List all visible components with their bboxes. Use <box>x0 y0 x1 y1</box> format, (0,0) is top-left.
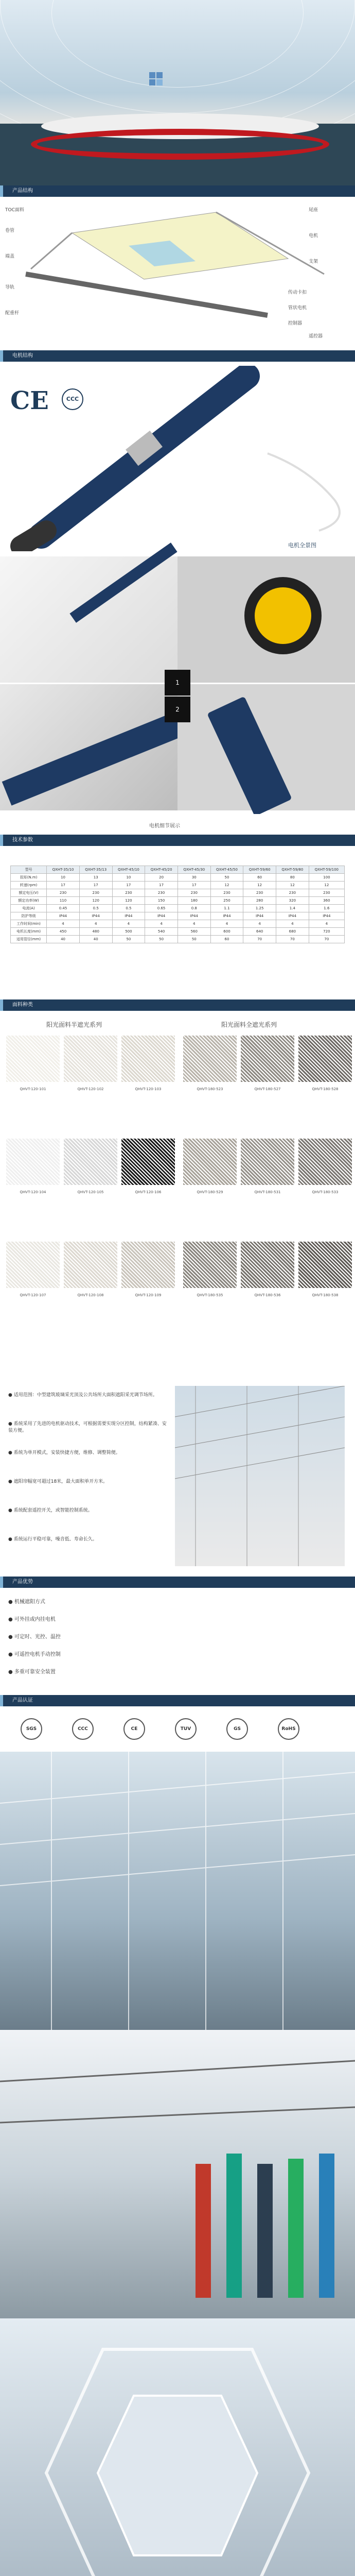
swatch-label: QHVT-120-107 <box>20 1293 46 1297</box>
specs-table <box>10 866 345 943</box>
table-cell: 230 <box>309 889 344 897</box>
fabric-swatch <box>241 1242 294 1288</box>
specs-section <box>0 835 355 999</box>
table-cell: 250 <box>210 897 243 905</box>
table-cell: 4 <box>112 920 145 928</box>
table-cell: 30 <box>177 874 210 882</box>
feature-item: ● 多重可靠安全装置 <box>8 1669 56 1675</box>
table-cell: 230 <box>112 889 145 897</box>
table-cell: 480 <box>79 928 112 936</box>
table-cell: 1.25 <box>243 905 276 912</box>
section-title: 产品认证 <box>0 1695 355 1706</box>
swatch-label: QHVT-120-106 <box>135 1190 162 1194</box>
specs-header-cell: QXHT-45/50 <box>210 866 243 874</box>
table-cell: 1.1 <box>210 905 243 912</box>
table-cell: 70 <box>243 936 276 943</box>
description-item: ● 系统采用了先进的电机驱动技术，可根据需要实现分区控制，结构紧凑、安装方便。 <box>8 1421 167 1433</box>
table-cell: 适用管径(mm) <box>11 936 47 943</box>
feature-item: ● 机械遮阳方式 <box>8 1599 45 1605</box>
photo-number-2: 2 <box>165 697 190 722</box>
table-cell: 120 <box>112 897 145 905</box>
label-bar: 配重杆 <box>5 311 20 316</box>
label-rail: 导轨 <box>5 285 15 290</box>
table-cell: 230 <box>276 889 309 897</box>
table-cell: 540 <box>145 928 178 936</box>
fabric-swatch <box>6 1036 60 1082</box>
table-cell: 50 <box>210 874 243 882</box>
fabric-swatch <box>183 1139 237 1185</box>
fabric-swatch <box>298 1242 352 1288</box>
table-cell: 720 <box>309 928 344 936</box>
table-cell: 0.45 <box>47 905 80 912</box>
swatch-label: QHVT-180-529 <box>197 1190 223 1194</box>
fabric-swatch <box>298 1036 352 1082</box>
table-cell: IP44 <box>210 912 243 920</box>
table-row <box>11 936 345 943</box>
swatch-label: QHVT-180-533 <box>312 1190 339 1194</box>
gallery-photo-1 <box>0 1752 355 2030</box>
description-item: ● 系统配套遥控开关，或智能控制系统。 <box>8 1508 93 1513</box>
label-endcap: 端盖 <box>5 254 15 259</box>
label-tail: 尾座 <box>309 208 318 213</box>
table-cell: 4 <box>145 920 178 928</box>
table-cell: IP44 <box>112 912 145 920</box>
table-cell: 230 <box>210 889 243 897</box>
table-cell: 电流(A) <box>11 905 47 912</box>
fabric-swatch <box>121 1036 175 1082</box>
table-cell: 280 <box>243 897 276 905</box>
ccc-cert-icon: CCC <box>72 1718 94 1740</box>
ce-icon: CE <box>10 386 49 415</box>
table-cell: 0.5 <box>79 905 112 912</box>
swatch-label: QHVT-120-102 <box>77 1087 104 1091</box>
specs-header-cell: QXHT-35/13 <box>79 866 112 874</box>
table-cell: 560 <box>177 928 210 936</box>
specs-header-cell: QXHT-45/30 <box>177 866 210 874</box>
table-cell: 12 <box>309 882 344 889</box>
table-cell: 4 <box>210 920 243 928</box>
description-section <box>0 1376 355 1577</box>
fabric-swatch <box>64 1242 117 1288</box>
gallery-photo-3 <box>0 2318 355 2576</box>
table-row <box>11 897 345 905</box>
table-cell: 扭矩(N.m) <box>11 874 47 882</box>
table-cell: 10 <box>47 874 80 882</box>
motor-section <box>0 350 355 814</box>
motor-caption: 电机全景图 <box>288 542 316 549</box>
parts-caption: 电机细节展示 <box>149 823 180 829</box>
table-cell: 40 <box>79 936 112 943</box>
label-tube: 卷管 <box>5 228 15 233</box>
specs-header-cell: QXHT-59/60 <box>243 866 276 874</box>
table-row <box>11 912 345 920</box>
table-cell: 180 <box>177 897 210 905</box>
swatch-label: QHVT-120-101 <box>20 1087 46 1091</box>
table-row <box>11 882 345 889</box>
atrium-photo <box>175 1386 345 1566</box>
table-cell: 12 <box>276 882 309 889</box>
photo-number-1: 1 <box>165 670 190 696</box>
gs-cert-icon: GS <box>226 1718 248 1740</box>
table-cell: 360 <box>309 897 344 905</box>
table-cell: 17 <box>47 882 80 889</box>
table-cell: 10 <box>112 874 145 882</box>
table-cell: IP44 <box>243 912 276 920</box>
description-item: ● 系统运行平稳可靠，噪音低、寿命长久。 <box>8 1537 97 1542</box>
table-cell: IP44 <box>276 912 309 920</box>
table-cell: 150 <box>145 897 178 905</box>
table-cell: 680 <box>276 928 309 936</box>
table-cell: 4 <box>47 920 80 928</box>
table-cell: 电机长度(mm) <box>11 928 47 936</box>
specs-header-cell: QXHT-59/100 <box>309 866 344 874</box>
ccc-icon: CCC <box>62 388 83 410</box>
table-cell: 20 <box>145 874 178 882</box>
table-cell: 4 <box>79 920 112 928</box>
section-title: 产品结构 <box>0 185 355 197</box>
section-title: 电机结构 <box>0 350 355 362</box>
table-cell: 50 <box>177 936 210 943</box>
fabric-group-left: 阳光面料半遮光系列 <box>46 1021 102 1028</box>
fabric-swatch <box>64 1139 117 1185</box>
table-row <box>11 928 345 936</box>
specs-header-cell: QXHT-45/10 <box>112 866 145 874</box>
table-row <box>11 874 345 882</box>
section-title: 技术参数 <box>0 835 355 846</box>
feature-item: ● 可定时、光控、温控 <box>8 1634 61 1640</box>
section-title: 产品优势 <box>0 1577 355 1588</box>
features-section <box>0 1577 355 1695</box>
label-remote: 遥控器 <box>309 334 323 339</box>
table-cell: 120 <box>79 897 112 905</box>
label-fabric: TOC面料 <box>5 208 24 213</box>
table-cell: IP44 <box>47 912 80 920</box>
table-cell: 4 <box>276 920 309 928</box>
table-cell: 230 <box>79 889 112 897</box>
table-cell: 110 <box>47 897 80 905</box>
swatch-label: QHVT-180-523 <box>197 1087 223 1091</box>
table-cell: 100 <box>309 874 344 882</box>
fabric-swatch <box>121 1242 175 1288</box>
table-cell: 450 <box>47 928 80 936</box>
table-cell: 80 <box>276 874 309 882</box>
label-bracket: 支架 <box>309 259 318 264</box>
fabric-section <box>0 999 355 1376</box>
fabric-swatch <box>183 1242 237 1288</box>
table-cell: 70 <box>309 936 344 943</box>
hero-photo <box>0 0 355 185</box>
fabric-swatch <box>241 1139 294 1185</box>
table-cell: 额定电压(V) <box>11 889 47 897</box>
table-cell: 4 <box>243 920 276 928</box>
table-cell: 12 <box>210 882 243 889</box>
table-cell: 1.4 <box>276 905 309 912</box>
description-item: ● 适用范围：中型建筑玻璃采光顶及公共场所大面积遮阳采光调节场所。 <box>8 1393 157 1398</box>
table-cell: 640 <box>243 928 276 936</box>
fabric-swatch <box>298 1139 352 1185</box>
motor-photo-1 <box>0 556 177 683</box>
brand-watermark <box>149 72 185 93</box>
swatch-label: QHVT-180-535 <box>197 1293 223 1297</box>
table-row <box>11 889 345 897</box>
table-cell: IP44 <box>177 912 210 920</box>
swatch-label: QHVT-180-528 <box>312 1087 339 1091</box>
certs-section <box>0 1695 355 1752</box>
table-cell: 600 <box>210 928 243 936</box>
table-cell: 4 <box>309 920 344 928</box>
table-cell: 0.65 <box>145 905 178 912</box>
motor-photo-3 <box>0 684 177 810</box>
table-cell: 17 <box>79 882 112 889</box>
sgs-cert-icon: SGS <box>21 1718 42 1740</box>
fabric-swatch <box>241 1036 294 1082</box>
tuv-cert-icon: TUV <box>175 1718 197 1740</box>
table-cell: 320 <box>276 897 309 905</box>
feature-item: ● 可外挂或内挂电机 <box>8 1617 56 1622</box>
table-row <box>11 905 345 912</box>
feature-item: ● 可遥控电机手动控制 <box>8 1652 61 1657</box>
table-cell: IP44 <box>79 912 112 920</box>
gallery-photo-2 <box>0 2030 355 2318</box>
table-cell: 0.8 <box>177 905 210 912</box>
section-title: 面料种类 <box>0 999 355 1011</box>
fabric-swatch <box>6 1242 60 1288</box>
table-cell: 500 <box>112 928 145 936</box>
table-cell: 70 <box>276 936 309 943</box>
label-controller: 控制器 <box>288 321 303 326</box>
table-cell: IP44 <box>145 912 178 920</box>
motor-photo-2 <box>177 556 355 683</box>
motor-parts-caption <box>0 814 355 835</box>
table-cell: 0.5 <box>112 905 145 912</box>
fabric-swatch <box>6 1139 60 1185</box>
table-cell: 230 <box>47 889 80 897</box>
rohs-cert-icon: RoHS <box>278 1718 299 1740</box>
table-cell: 17 <box>145 882 178 889</box>
swatch-label: QHVT-120-104 <box>20 1190 46 1194</box>
table-cell: 转速(rpm) <box>11 882 47 889</box>
table-cell: 13 <box>79 874 112 882</box>
structure-section <box>0 185 355 350</box>
table-cell: 12 <box>243 882 276 889</box>
specs-header-cell: QXHT-35/10 <box>47 866 80 874</box>
swatch-label: QHVT-120-108 <box>77 1293 104 1297</box>
fabric-swatch <box>121 1139 175 1185</box>
table-cell: 230 <box>243 889 276 897</box>
motor-photo-4 <box>177 684 355 810</box>
swatch-label: QHVT-180-531 <box>254 1190 281 1194</box>
table-cell: IP44 <box>309 912 344 920</box>
label-tubular: 管状电机 <box>288 306 307 311</box>
table-cell: 17 <box>112 882 145 889</box>
label-clip: 传动卡扣 <box>288 290 307 295</box>
table-cell: 60 <box>210 936 243 943</box>
table-row <box>11 920 345 928</box>
description-item: ● 系统为单开模式，安装快捷方便，维修、调整简便。 <box>8 1450 120 1455</box>
table-cell: 230 <box>177 889 210 897</box>
table-cell: 40 <box>47 936 80 943</box>
specs-header-cell: QXHT-59/80 <box>276 866 309 874</box>
motor-hero <box>0 366 355 551</box>
swatch-label: QHVT-120-109 <box>135 1293 162 1297</box>
swatch-label: QHVT-120-105 <box>77 1190 104 1194</box>
table-cell: 额定功率(W) <box>11 897 47 905</box>
fabric-swatch <box>64 1036 117 1082</box>
table-cell: 1.6 <box>309 905 344 912</box>
table-cell: 防护等级 <box>11 912 47 920</box>
table-cell: 50 <box>145 936 178 943</box>
swatch-label: QHVT-180-527 <box>254 1087 281 1091</box>
label-motor: 电机 <box>309 233 318 239</box>
ce-cert-icon: CE <box>123 1718 145 1740</box>
table-cell: 230 <box>145 889 178 897</box>
specs-header-cell: 型号 <box>11 866 47 874</box>
fabric-swatch <box>183 1036 237 1082</box>
swatch-label: QHVT-180-536 <box>254 1293 281 1297</box>
table-cell: 60 <box>243 874 276 882</box>
description-item: ● 遮阳帘幅宽可超过18米，最大面积单开方米。 <box>8 1479 108 1484</box>
table-cell: 4 <box>177 920 210 928</box>
structure-diagram <box>0 197 355 350</box>
fabric-group-right: 阳光面料全遮光系列 <box>221 1021 277 1028</box>
table-cell: 17 <box>177 882 210 889</box>
specs-header-cell: QXHT-45/20 <box>145 866 178 874</box>
swatch-label: QHVT-180-538 <box>312 1293 339 1297</box>
table-cell: 50 <box>112 936 145 943</box>
swatch-label: QHVT-120-103 <box>135 1087 162 1091</box>
table-cell: 工作时间(min) <box>11 920 47 928</box>
